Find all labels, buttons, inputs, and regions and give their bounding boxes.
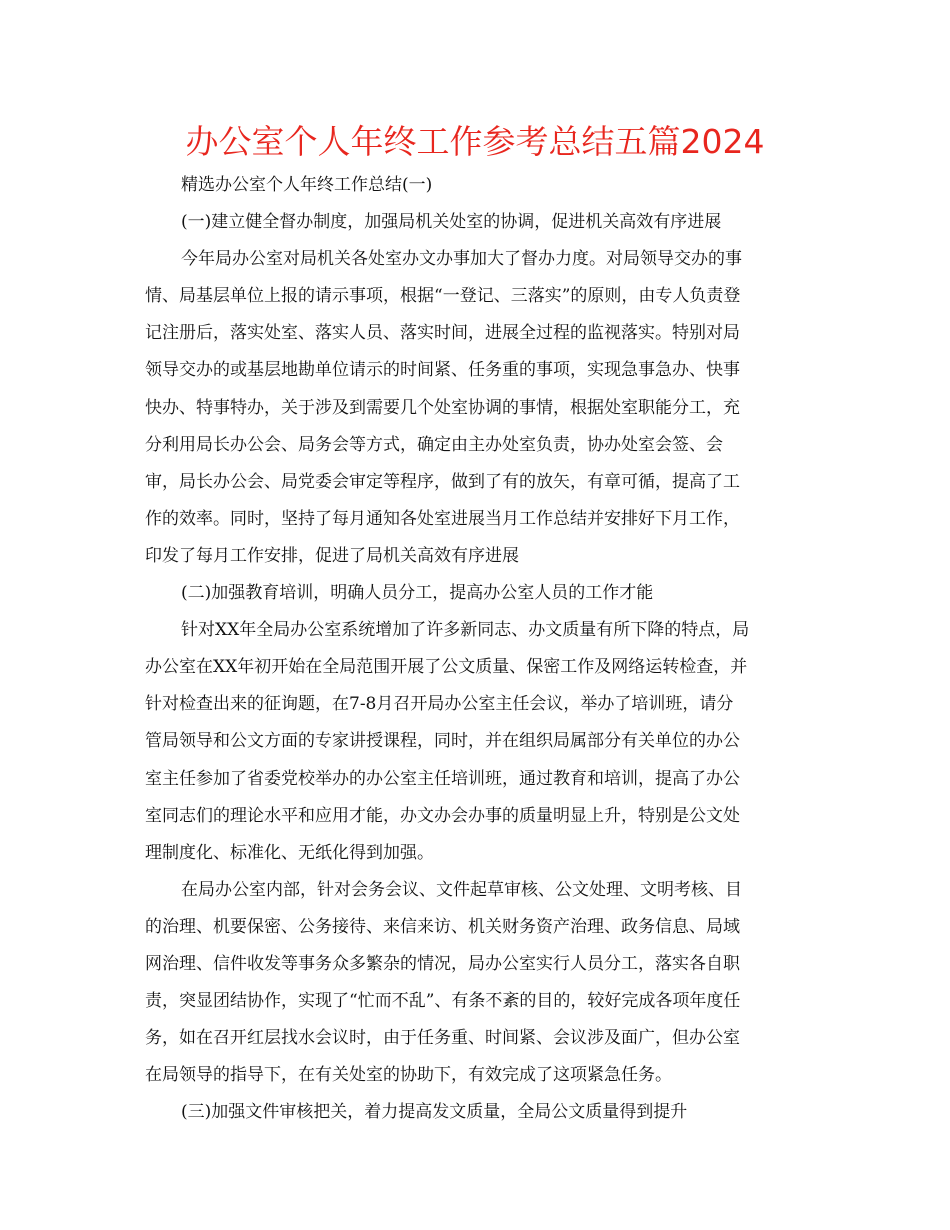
text-line: 理制度化、标准化、无纸化得到加强。 <box>145 842 434 863</box>
text-line: 管局领导和公文方面的专家讲授课程，同时，并在组织局属部分有关单位的办公 <box>145 731 740 752</box>
text-line: 在局办公室内部，针对会务会议、文件起草审核、公文处理、文明考核、目 <box>181 879 742 900</box>
text-line: (一)建立健全督办制度，加强局机关处室的协调，促进机关高效有序进展 <box>181 212 722 233</box>
text-line: 领导交办的或基层地勘单位请示的时间紧、任务重的事项，实现急事急办、快事 <box>145 360 740 381</box>
text-line: 作的效率。同时，坚持了每月通知各处室进展当月工作总结并安排好下月工作， <box>145 508 740 529</box>
text-line: 今年局办公室对局机关各处室办文办事加大了督办力度。对局领导交办的事 <box>181 249 742 270</box>
text-line: 的治理、机要保密、公务接待、来信来访、机关财务资产治理、政务信息、局域 <box>145 916 740 937</box>
text-line: 快办、特事特办，关于涉及到需要几个处室协调的事情，根据处室职能分工，充 <box>145 397 740 418</box>
text-line: 针对XX年全局办公室系统增加了许多新同志、办文质量有所下降的特点，局 <box>181 620 750 641</box>
text-line: (三)加强文件审核把关，着力提高发文质量，全局公文质量得到提升 <box>181 1102 688 1123</box>
document-title: 办公室个人年终工作参考总结五篇2024 <box>185 122 765 161</box>
text-line: 室主任参加了省委党校举办的办公室主任培训班，通过教育和培训，提高了办公 <box>145 768 740 789</box>
text-line: 分利用局长办公会、局务会等方式，确定由主办处室负责，协办处室会签、会 <box>145 434 723 455</box>
text-line: 审，局长办公会、局党委会审定等程序，做到了有的放矢，有章可循，提高了工 <box>145 471 740 492</box>
text-line: 精选办公室个人年终工作总结(一) <box>181 175 433 195</box>
document-body <box>145 167 805 1131</box>
text-line: 务，如在召开红层找水会议时，由于任务重、时间紧、会议涉及面广，但办公室 <box>145 1028 740 1049</box>
text-line: 记注册后，落实处室、落实人员、落实时间，进展全过程的监视落实。特别对局 <box>145 323 740 344</box>
text-line: 室同志们的理论水平和应用才能，办文办会办事的质量明显上升，特别是公文处 <box>145 805 740 826</box>
text-line: 情、局基层单位上报的请示事项，根据“一登记、三落实”的原则，由专人负责登 <box>145 286 741 307</box>
text-line: 针对检查出来的征询题，在7-8月召开局办公室主任会议，举办了培训班，请分 <box>145 694 734 715</box>
text-line: (二)加强教育培训，明确人员分工，提高办公室人员的工作才能 <box>181 583 654 604</box>
text-line: 在局领导的指导下，在有关处室的协助下，有效完成了这项紧急任务。 <box>145 1065 672 1086</box>
text-line: 责，突显团结协作，实现了“忙而不乱”、有条不紊的目的，较好完成各项年度任 <box>145 991 741 1012</box>
text-line: 网治理、信件收发等事务众多繁杂的情况，局办公室实行人员分工，落实各自职 <box>145 953 740 974</box>
text-line: 印发了每月工作安排，促进了局机关高效有序进展 <box>145 545 519 566</box>
text-line: 办公室在XX年初开始在全局范围开展了公文质量、保密工作及网络运转检查，并 <box>145 657 748 678</box>
